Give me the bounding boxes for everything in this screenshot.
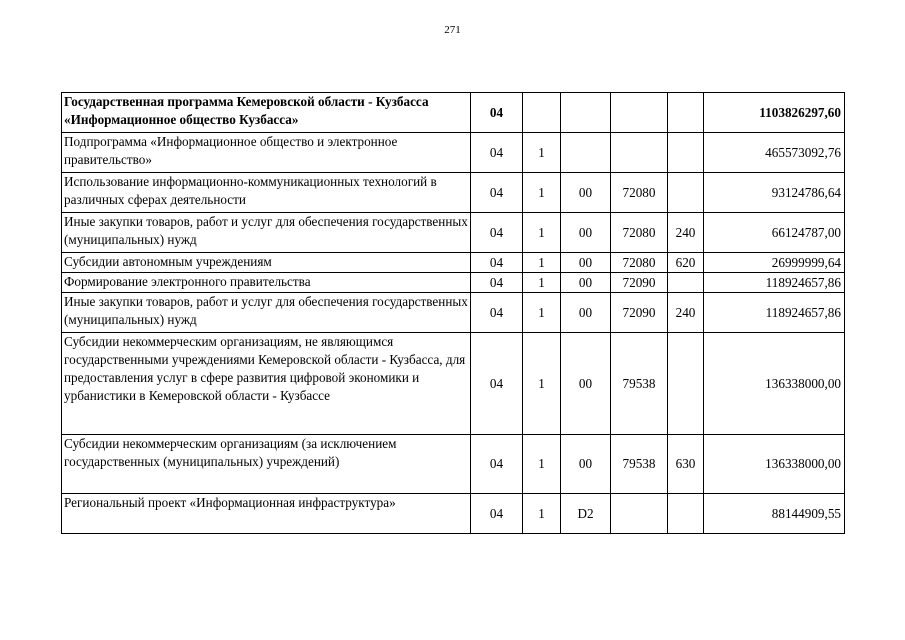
table-row — [62, 333, 845, 435]
cell-program: 1 — [523, 333, 561, 435]
cell-direction: 79538 — [611, 333, 668, 435]
cell-subprogram: 00 — [561, 173, 611, 213]
cell-amount: 136338000,00 — [704, 333, 845, 435]
cell-section: 04 — [471, 435, 523, 494]
cell-program: 1 — [523, 273, 561, 293]
table-row — [62, 253, 845, 273]
cell-subprogram: 00 — [561, 333, 611, 435]
cell-subprogram: D2 — [561, 494, 611, 534]
cell-amount: 118924657,86 — [704, 293, 845, 333]
cell-subprogram: 00 — [561, 435, 611, 494]
cell-expense-type — [668, 494, 704, 534]
cell-direction — [611, 93, 668, 133]
row-name: Формирование электронного правительства — [62, 273, 471, 293]
cell-direction — [611, 133, 668, 173]
cell-expense-type: 630 — [668, 435, 704, 494]
cell-direction — [611, 494, 668, 534]
row-name: Подпрограмма «Информационное общество и электронное правительство» — [62, 133, 471, 173]
cell-amount: 136338000,00 — [704, 435, 845, 494]
cell-amount: 1103826297,60 — [704, 93, 845, 133]
cell-amount: 88144909,55 — [704, 494, 845, 534]
cell-subprogram: 00 — [561, 213, 611, 253]
row-name: Государственная программа Кемеровской области - Кузбасса «Информационное общество Кузбасса» — [62, 93, 471, 133]
cell-amount: 66124787,00 — [704, 213, 845, 253]
cell-expense-type — [668, 333, 704, 435]
cell-amount: 26999999,64 — [704, 253, 845, 273]
table-row — [62, 133, 845, 173]
table-row — [62, 93, 845, 133]
cell-expense-type — [668, 133, 704, 173]
page-number: 271 — [444, 24, 461, 36]
cell-program — [523, 93, 561, 133]
cell-section: 04 — [471, 133, 523, 173]
row-name: Субсидии автономным учреждениям — [62, 253, 471, 273]
cell-program: 1 — [523, 435, 561, 494]
cell-section: 04 — [471, 293, 523, 333]
cell-program: 1 — [523, 253, 561, 273]
cell-direction: 72090 — [611, 273, 668, 293]
cell-subprogram: 00 — [561, 253, 611, 273]
cell-amount: 118924657,86 — [704, 273, 845, 293]
cell-program: 1 — [523, 213, 561, 253]
cell-expense-type: 240 — [668, 293, 704, 333]
cell-program: 1 — [523, 494, 561, 534]
row-name: Иные закупки товаров, работ и услуг для обеспечения государственных (муниципальных) нужд — [62, 293, 471, 333]
cell-program: 1 — [523, 173, 561, 213]
cell-section: 04 — [471, 253, 523, 273]
table-row — [62, 435, 845, 494]
cell-subprogram — [561, 93, 611, 133]
cell-direction: 79538 — [611, 435, 668, 494]
table-row — [62, 494, 845, 534]
cell-direction: 72090 — [611, 293, 668, 333]
table-row — [62, 213, 845, 253]
cell-subprogram — [561, 133, 611, 173]
row-name: Субсидии некоммерческим организациям, не являющимся государственными учреждениями Кемеровской области - Кузбасса, для предоставления услуг в сфере развития цифровой экономики и урбанистики в Кемеровской области - Кузбассе — [62, 333, 471, 435]
budget-table — [61, 92, 845, 534]
cell-program: 1 — [523, 293, 561, 333]
cell-section: 04 — [471, 213, 523, 253]
cell-expense-type — [668, 273, 704, 293]
cell-direction: 72080 — [611, 213, 668, 253]
cell-expense-type: 620 — [668, 253, 704, 273]
cell-subprogram: 00 — [561, 293, 611, 333]
row-name: Региональный проект «Информационная инфраструктура» — [62, 494, 471, 534]
table-row — [62, 173, 845, 213]
cell-section: 04 — [471, 173, 523, 213]
cell-section: 04 — [471, 494, 523, 534]
cell-expense-type — [668, 93, 704, 133]
cell-section: 04 — [471, 333, 523, 435]
cell-section: 04 — [471, 273, 523, 293]
cell-program: 1 — [523, 133, 561, 173]
table-row — [62, 293, 845, 333]
cell-expense-type — [668, 173, 704, 213]
cell-direction: 72080 — [611, 253, 668, 273]
cell-expense-type: 240 — [668, 213, 704, 253]
row-name: Субсидии некоммерческим организациям (за исключением государственных (муниципальных) учреждений) — [62, 435, 471, 494]
row-name: Использование информационно-коммуникационных технологий в различных сферах деятельности — [62, 173, 471, 213]
cell-amount: 465573092,76 — [704, 133, 845, 173]
cell-amount: 93124786,64 — [704, 173, 845, 213]
cell-subprogram: 00 — [561, 273, 611, 293]
table-row — [62, 273, 845, 293]
cell-section: 04 — [471, 93, 523, 133]
row-name: Иные закупки товаров, работ и услуг для обеспечения государственных (муниципальных) нужд — [62, 213, 471, 253]
cell-direction: 72080 — [611, 173, 668, 213]
